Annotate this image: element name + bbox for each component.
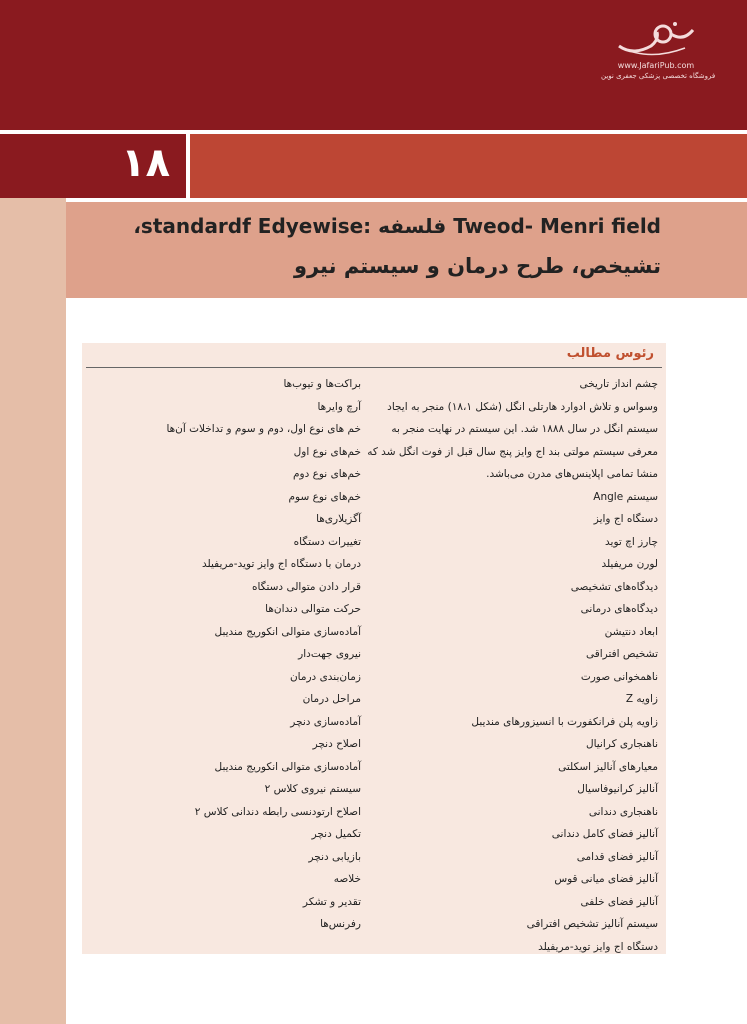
outline-item: آنالیز کرانیوفاسیال — [577, 783, 658, 795]
outline-column-left — [91, 373, 361, 936]
outline-item: آنالیز فضای کامل دندانی — [551, 828, 658, 840]
outline-item: رفرنس‌ها — [320, 918, 361, 930]
logo-url: www.JafariPub.com — [617, 61, 695, 70]
outline-item: خلاصه — [333, 873, 361, 885]
outline-item: حرکت متوالی دندان‌ها — [265, 603, 361, 615]
outline-box — [82, 343, 666, 954]
outline-item: دیدگاه‌های تشخیصی — [570, 580, 658, 593]
outline-item: زاویه پلن فرانکفورت با انسیزورهای مندیبل — [471, 715, 658, 728]
outline-item: تقدیر و تشکر — [302, 895, 361, 908]
chapter-title-band — [66, 202, 747, 298]
outline-item: مراحل درمان — [302, 693, 361, 705]
outline-item: چشم انداز تاریخی — [579, 378, 658, 390]
outline-item: آماده‌سازی متوالی انکوریج مندیبل — [214, 625, 361, 638]
outline-item: چارز اچ توید — [605, 535, 658, 548]
outline-item: دستگاه اج وایز — [593, 513, 658, 525]
outline-item: سیستم آنالیز تشخیص افتراقی — [526, 918, 658, 930]
outline-item: آماده‌سازی متوالی انکوریج مندیبل — [214, 760, 361, 773]
outline-item: قرار دادن متوالی دستگاه — [251, 580, 361, 593]
outline-item: دستگاه اج وایز توید-مریفیلد — [538, 940, 658, 953]
outline-divider — [86, 367, 662, 368]
logo-mark-icon — [613, 16, 699, 60]
outline-item: ناهنجاری دندانی — [588, 805, 658, 818]
outline-item: آنالیز فضای خلفی — [580, 895, 658, 908]
outline-item: ابعاد دنتیشن — [604, 625, 658, 638]
outline-item: لورن مریفیلد — [601, 558, 658, 570]
outline-item: تکمیل دنچر — [311, 828, 361, 840]
outline-item: بازیابی دنچر — [308, 850, 361, 863]
outline-item: ناهنجاری کرانیال — [585, 738, 658, 750]
outline-column-right — [358, 373, 658, 958]
outline-item: آنالیز فضای میانی قوس — [554, 873, 658, 885]
outline-item: آگزیلاری‌ها — [316, 513, 361, 525]
chapter-number-box — [0, 134, 186, 198]
outline-item: خم‌های نوع اول — [293, 445, 361, 458]
chapter-title-line-1: Tweod- Menri field فلسفه :standardf Edyewise، — [133, 214, 661, 238]
outline-item: اصلاح ارتودنسی رابطه دندانی کلاس ۲ — [194, 805, 361, 818]
chapter-title-line-2: تشیخص، طرح درمان و سیستم نیرو — [293, 254, 661, 278]
outline-item: ناهمخوانی صورت — [580, 670, 658, 683]
outline-item: سیستم نیروی کلاس ۲ — [264, 783, 361, 795]
outline-item: خم های نوع اول، دوم و سوم و تداخلات آن‌ها — [166, 423, 361, 435]
outline-item: دیدگاه‌های درمانی — [580, 603, 658, 615]
chapter-number: ۱۸ — [121, 140, 170, 186]
outline-item: آنالیز فضای قدامی — [576, 850, 658, 863]
left-margin-strip — [0, 198, 66, 1024]
outline-item: آماده‌سازی دنچر — [290, 715, 361, 728]
logo-tagline: فروشگاه تخصصی پزشکی جعفری نوین — [601, 72, 716, 80]
chapter-bar — [190, 134, 747, 198]
outline-item: تشخیص افتراقی — [585, 648, 658, 660]
outline-item: سیستم Angle — [593, 490, 658, 503]
outline-item: تغییرات دستگاه — [293, 535, 361, 548]
outline-item: زمان‌بندی درمان — [289, 670, 361, 683]
outline-item: خم‌های نوع دوم — [293, 468, 361, 480]
outline-item: درمان با دستگاه اج وایز توید-مریفیلد — [201, 558, 361, 570]
outline-item: وسواس و تلاش ادوارد هارتلی انگل (شکل ۱۸،۱) منجر به ایجاد سیستم انگل در سال ۱۸۸۸ شد. این سیستم در نهایت منجر به معرفی سیستم مولتی بند اج وایز پنج سال قبل از فوت انگل شد که منشا تمامی اپلاینس‌های مدرن می‌باشد. — [367, 400, 658, 480]
outline-heading: رئوس مطالب — [566, 346, 654, 361]
publisher-logo — [601, 16, 716, 92]
outline-item: آرچ وایرها — [317, 400, 361, 413]
header-band — [0, 0, 747, 130]
outline-item: اصلاح دنچر — [312, 738, 361, 750]
outline-item: خم‌های نوع سوم — [288, 490, 361, 503]
outline-item: معیارهای آنالیز اسکلتی — [558, 760, 658, 773]
outline-item: نیروی جهت‌دار — [298, 648, 361, 660]
outline-item: زاویه Z — [625, 693, 658, 705]
outline-item: براکت‌ها و تیوب‌ها — [283, 378, 361, 390]
